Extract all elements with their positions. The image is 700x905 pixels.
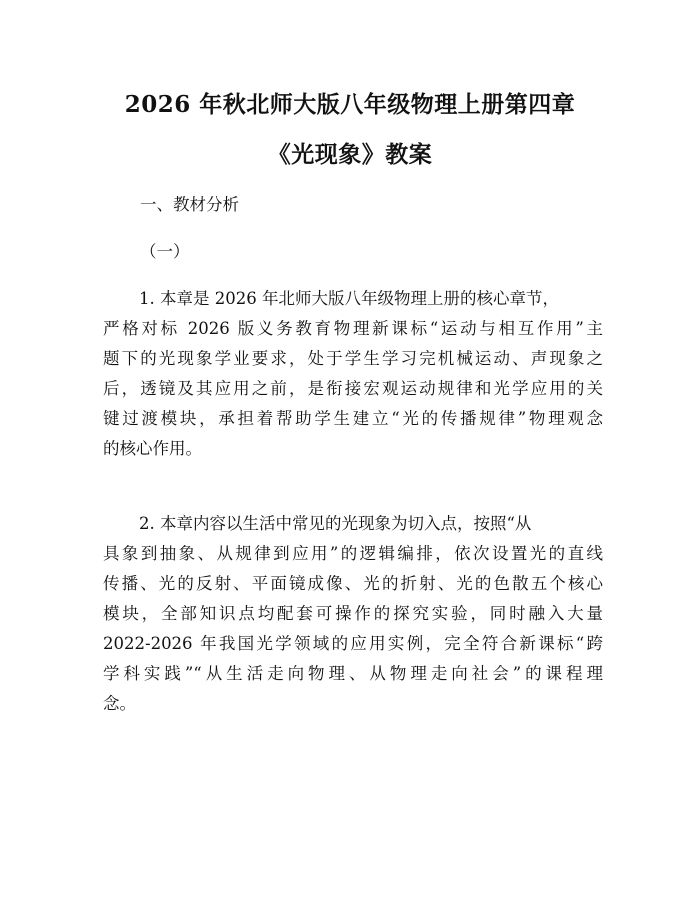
paragraph-line: 后，透镜及其应用之前，是衔接宏观运动规律和光学应用的关 [103, 379, 603, 398]
paragraph-2 [103, 509, 603, 719]
subsection-label: （一） [140, 242, 190, 261]
paragraph-line: 具象到抽象、从规律到应用”的逻辑编排，依次设置光的直线 [103, 544, 603, 563]
paragraph-line: 2022-2026 年我国光学领域的应用实例，完全符合新课标“跨 [103, 634, 603, 653]
document-title-line-2: 《光现象》教案 [267, 141, 433, 168]
paragraph-1 [103, 284, 603, 464]
paragraph-line: 传播、光的反射、平面镜成像、光的折射、光的色散五个核心 [103, 574, 603, 593]
paragraph-line: 题下的光现象学业要求，处于学生学习完机械运动、声现象之 [103, 349, 603, 368]
document-title-line-1: 2026 年秋北师大版八年级物理上册第四章 [124, 91, 576, 118]
paragraph-line: 1. 本章是 2026 年北师大版八年级物理上册的核心章节， [139, 289, 559, 308]
paragraph-line: 键过渡模块，承担着帮助学生建立“光的传播规律”物理观念 [103, 409, 603, 428]
section-heading: 一、教材分析 [140, 195, 239, 214]
paragraph-line: 的核心作用。 [103, 439, 202, 458]
paragraph-line: 2. 本章内容以生活中常见的光现象为切入点，按照“从 [139, 514, 532, 533]
paragraph-line: 模块，全部知识点均配套可操作的探究实验，同时融入大量 [103, 604, 603, 623]
paragraph-line: 念。 [103, 694, 136, 713]
paragraph-line: 学科实践”“从生活走向物理、从物理走向社会”的课程理 [103, 664, 603, 683]
paragraph-line: 严格对标 2026 版义务教育物理新课标“运动与相互作用”主 [103, 319, 603, 338]
